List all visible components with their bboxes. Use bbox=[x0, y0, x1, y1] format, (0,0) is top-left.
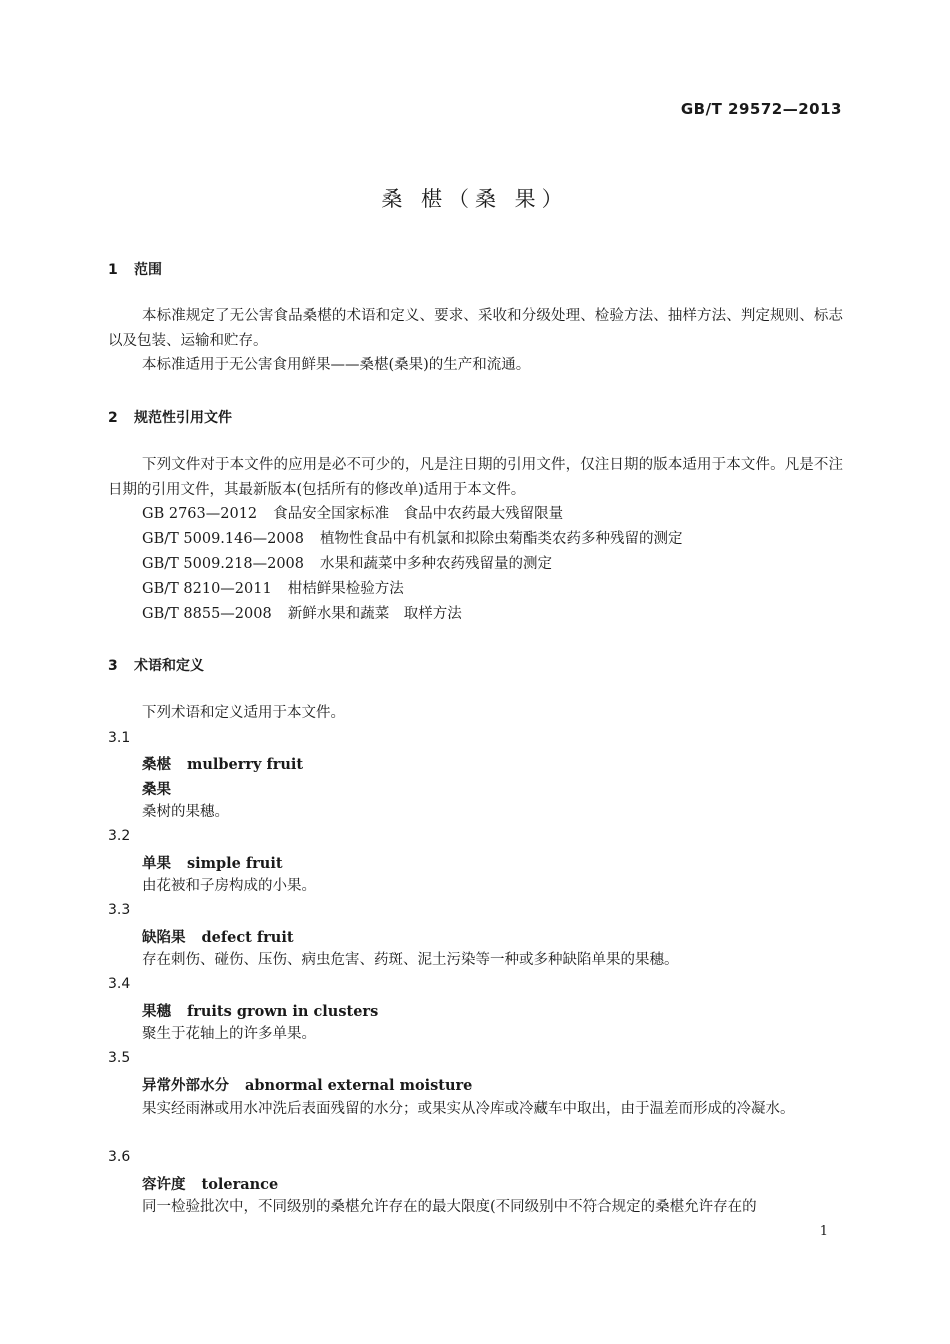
reference-code: GB/T 8210—2011 bbox=[142, 581, 272, 597]
term-heading bbox=[142, 1173, 278, 1194]
term-heading bbox=[142, 753, 303, 774]
term-heading bbox=[142, 926, 294, 947]
term-english: tolerance bbox=[201, 1176, 279, 1193]
section-2-heading bbox=[108, 407, 232, 427]
page-number: 1 bbox=[819, 1224, 828, 1239]
term-heading bbox=[142, 1074, 472, 1095]
reference-item bbox=[142, 552, 842, 577]
term-definition: 聚生于花轴上的许多单果。 bbox=[142, 1026, 316, 1042]
section-title: 范围 bbox=[134, 262, 162, 278]
standard-code: GB/T 29572—2013 bbox=[680, 100, 842, 118]
section-2-paragraph-1: 下列文件对于本文件的应用是必不可少的，凡是注日期的引用文件，仅注日期的版本适用于本文件。凡是不注日期的引用文件，其最新版本(包括所有的修改单)适用于本文件。 bbox=[108, 457, 843, 498]
term-english: fruits grown in clusters bbox=[187, 1003, 379, 1020]
term-heading bbox=[142, 1000, 378, 1021]
term-number: 3.4 bbox=[108, 976, 131, 992]
term-number: 3.1 bbox=[108, 730, 131, 746]
term-chinese: 果穗 bbox=[142, 1003, 171, 1020]
reference-title: 食品安全国家标准 食品中农药最大残留限量 bbox=[273, 506, 564, 522]
term-english: mulberry fruit bbox=[187, 756, 304, 773]
term-english: defect fruit bbox=[201, 929, 294, 946]
reference-code: GB/T 5009.218—2008 bbox=[142, 556, 304, 572]
term-chinese: 缺陷果 bbox=[142, 929, 186, 946]
section-number: 2 bbox=[108, 410, 118, 426]
section-1-paragraph-2: 本标准适用于无公害食用鲜果——桑椹(桑果)的生产和流通。 bbox=[142, 357, 531, 373]
reference-item bbox=[142, 602, 842, 627]
term-english: abnormal external moisture bbox=[245, 1077, 473, 1094]
term-chinese: 容许度 bbox=[142, 1176, 186, 1193]
reference-code: GB/T 8855—2008 bbox=[142, 606, 272, 622]
term-heading bbox=[142, 852, 283, 873]
term-chinese: 单果 bbox=[142, 855, 171, 872]
term-number: 3.6 bbox=[108, 1149, 131, 1165]
reference-title: 植物性食品中有机氯和拟除虫菊酯类农药多种残留的测定 bbox=[320, 531, 683, 547]
term-chinese: 异常外部水分 bbox=[142, 1077, 229, 1094]
term-number: 3.2 bbox=[108, 828, 131, 844]
section-number: 3 bbox=[108, 658, 118, 674]
reference-code: GB/T 5009.146—2008 bbox=[142, 531, 304, 547]
term-definition: 存在刺伤、碰伤、压伤、病虫危害、药斑、泥土污染等一种或多种缺陷单果的果穗。 bbox=[142, 952, 679, 968]
reference-code: GB 2763—2012 bbox=[142, 506, 258, 522]
section-title: 术语和定义 bbox=[134, 658, 204, 674]
term-definition: 桑树的果穗。 bbox=[142, 804, 229, 820]
term-chinese: 桑椹 bbox=[142, 756, 171, 773]
term-definition: 由花被和子房构成的小果。 bbox=[142, 878, 316, 894]
reference-title: 水果和蔬菜中多种农药残留量的测定 bbox=[320, 556, 552, 572]
reference-item bbox=[142, 527, 842, 552]
section-3-paragraph-1: 下列术语和定义适用于本文件。 bbox=[142, 705, 345, 721]
section-1-paragraph-1: 本标准规定了无公害食品桑椹的术语和定义、要求、采收和分级处理、检验方法、抽样方法、判定规则、标志以及包装、运输和贮存。 bbox=[108, 308, 843, 349]
term-english: simple fruit bbox=[187, 855, 283, 872]
term-definition: 同一检验批次中，不同级别的桑椹允许存在的最大限度(不同级别中不符合规定的桑椹允许存在的 bbox=[142, 1199, 757, 1215]
term-alternate: 桑果 bbox=[142, 781, 171, 798]
term-definition: 果实经雨淋或用水冲洗后表面残留的水分；或果实从冷库或冷藏车中取出，由于温差而形成的冷凝水。 bbox=[142, 1101, 795, 1117]
reference-title: 柑桔鲜果检验方法 bbox=[287, 581, 404, 597]
section-title: 规范性引用文件 bbox=[134, 410, 232, 426]
reference-item bbox=[142, 577, 842, 602]
term-number: 3.3 bbox=[108, 902, 131, 918]
document-title: 桑 椹（桑 果） bbox=[381, 187, 569, 211]
section-1-heading bbox=[108, 259, 162, 279]
reference-title: 新鲜水果和蔬菜 取样方法 bbox=[287, 606, 462, 622]
reference-item bbox=[142, 502, 842, 527]
section-3-heading bbox=[108, 655, 204, 675]
section-number: 1 bbox=[108, 262, 118, 278]
term-number: 3.5 bbox=[108, 1050, 131, 1066]
